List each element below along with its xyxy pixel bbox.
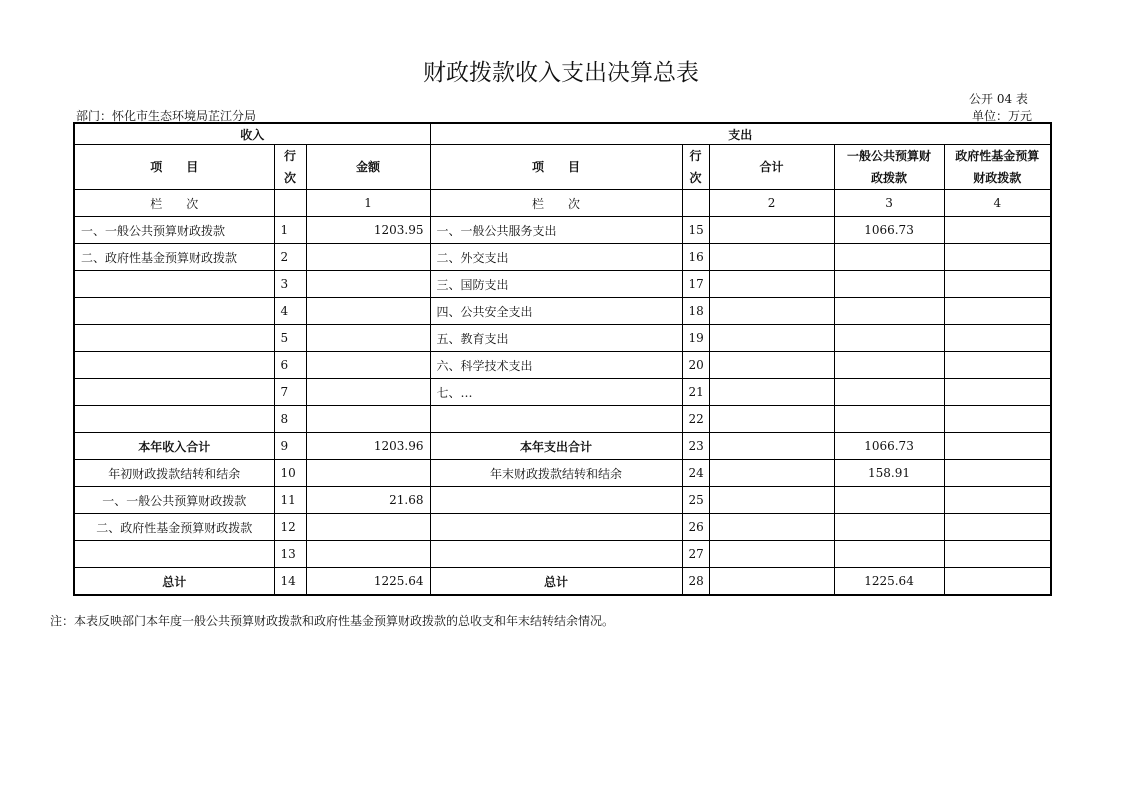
income-item-cell — [74, 352, 274, 379]
income-amount-header: 金额 — [306, 145, 430, 190]
expense-general-cell — [834, 271, 944, 298]
expense-total-cell — [709, 487, 834, 514]
expense-item-cell: 四、公共安全支出 — [430, 298, 682, 325]
table-row — [74, 406, 1051, 433]
income-item-cell — [74, 406, 274, 433]
budget-table — [73, 122, 1052, 596]
income-amount-cell — [306, 271, 430, 298]
expense-fund-cell — [944, 244, 1051, 271]
expense-row-no-cell: 24 — [682, 460, 709, 487]
expense-fund-cell — [944, 433, 1051, 460]
income-item-cell — [74, 271, 274, 298]
income-item-cell — [74, 379, 274, 406]
income-amount-cell — [306, 352, 430, 379]
expense-item-cell: 年末财政拨款结转和结余 — [430, 460, 682, 487]
income-row-no-cell: 4 — [274, 298, 306, 325]
expense-total-cell — [709, 568, 834, 596]
expense-row-no-cell: 28 — [682, 568, 709, 596]
expense-row-no-cell: 23 — [682, 433, 709, 460]
table-row — [74, 460, 1051, 487]
expense-general-cell — [834, 379, 944, 406]
income-amount-cell: 1203.96 — [306, 433, 430, 460]
expense-fund-header: 政府性基金预算财政拨款 — [944, 145, 1051, 190]
expense-total-cell — [709, 298, 834, 325]
expense-total-cell — [709, 406, 834, 433]
income-section-header: 收入 — [74, 123, 430, 145]
expense-total-cell — [709, 379, 834, 406]
expense-fund-cell — [944, 298, 1051, 325]
expense-index-no — [682, 190, 709, 217]
expense-item-cell: 一、一般公共服务支出 — [430, 217, 682, 244]
income-row-no-cell: 12 — [274, 514, 306, 541]
expense-general-cell — [834, 325, 944, 352]
income-item-cell — [74, 325, 274, 352]
table-row — [74, 298, 1051, 325]
expense-general-cell: 158.91 — [834, 460, 944, 487]
table-row — [74, 325, 1051, 352]
expense-total-cell — [709, 433, 834, 460]
expense-fund-cell — [944, 217, 1051, 244]
expense-item-cell: 二、外交支出 — [430, 244, 682, 271]
income-row-no-cell: 10 — [274, 460, 306, 487]
expense-general-cell — [834, 406, 944, 433]
income-row-no-header: 行次 — [274, 145, 306, 190]
department-label: 部门：怀化市生态环境局芷江分局 — [76, 109, 257, 123]
expense-row-no-cell: 21 — [682, 379, 709, 406]
expense-section-header: 支出 — [430, 123, 1051, 145]
income-amount-cell: 1225.64 — [306, 568, 430, 596]
income-row-no-cell: 1 — [274, 217, 306, 244]
expense-item-cell — [430, 487, 682, 514]
expense-fund-cell — [944, 379, 1051, 406]
expense-index-label: 栏 次 — [430, 190, 682, 217]
expense-fund-cell — [944, 460, 1051, 487]
expense-total-cell — [709, 352, 834, 379]
expense-fund-cell — [944, 514, 1051, 541]
expense-general-cell: 1066.73 — [834, 217, 944, 244]
table-row — [74, 487, 1051, 514]
income-item-cell — [74, 298, 274, 325]
expense-index-general: 3 — [834, 190, 944, 217]
expense-fund-cell — [944, 487, 1051, 514]
expense-row-no-cell: 19 — [682, 325, 709, 352]
expense-fund-cell — [944, 541, 1051, 568]
income-amount-cell — [306, 379, 430, 406]
expense-row-no-cell: 25 — [682, 487, 709, 514]
income-index-no — [274, 190, 306, 217]
expense-item-cell — [430, 406, 682, 433]
table-row — [74, 244, 1051, 271]
column-index-row — [74, 190, 1051, 217]
expense-row-no-cell: 15 — [682, 217, 709, 244]
income-item-cell: 一、一般公共预算财政拨款 — [74, 487, 274, 514]
expense-row-no-cell: 27 — [682, 541, 709, 568]
expense-item-cell: 三、国防支出 — [430, 271, 682, 298]
income-item-cell: 总计 — [74, 568, 274, 596]
expense-fund-cell — [944, 406, 1051, 433]
income-row-no-cell: 8 — [274, 406, 306, 433]
income-amount-cell: 1203.95 — [306, 217, 430, 244]
table-row — [74, 379, 1051, 406]
expense-fund-cell — [944, 352, 1051, 379]
income-item-cell: 年初财政拨款结转和结余 — [74, 460, 274, 487]
expense-index-fund: 4 — [944, 190, 1051, 217]
income-item-cell: 一、一般公共预算财政拨款 — [74, 217, 274, 244]
income-amount-cell — [306, 298, 430, 325]
form-code: 公开 04 表 — [969, 92, 1028, 106]
income-row-no-cell: 9 — [274, 433, 306, 460]
expense-general-header: 一般公共预算财政拨款 — [834, 145, 944, 190]
table-row — [74, 514, 1051, 541]
income-row-no-cell: 13 — [274, 541, 306, 568]
table-row — [74, 541, 1051, 568]
income-row-no-cell: 7 — [274, 379, 306, 406]
expense-row-no-cell: 18 — [682, 298, 709, 325]
expense-total-cell — [709, 244, 834, 271]
table-row — [74, 568, 1051, 596]
income-index-label: 栏 次 — [74, 190, 274, 217]
expense-item-cell: 总计 — [430, 568, 682, 596]
income-item-cell: 二、政府性基金预算财政拨款 — [74, 244, 274, 271]
income-index-amount: 1 — [306, 190, 430, 217]
expense-total-cell — [709, 325, 834, 352]
table-row — [74, 433, 1051, 460]
income-row-no-cell: 2 — [274, 244, 306, 271]
expense-item-cell: 七、… — [430, 379, 682, 406]
expense-item-cell: 本年支出合计 — [430, 433, 682, 460]
income-amount-cell — [306, 460, 430, 487]
expense-total-cell — [709, 271, 834, 298]
income-row-no-cell: 5 — [274, 325, 306, 352]
column-header-row — [74, 145, 1051, 190]
expense-item-cell — [430, 514, 682, 541]
income-amount-cell — [306, 514, 430, 541]
page-title: 财政拨款收入支出决算总表 — [423, 60, 699, 86]
income-item-cell: 本年收入合计 — [74, 433, 274, 460]
expense-total-cell — [709, 460, 834, 487]
income-amount-cell — [306, 325, 430, 352]
table-row — [74, 352, 1051, 379]
unit-label: 单位：万元 — [972, 109, 1033, 123]
income-item-cell — [74, 541, 274, 568]
expense-row-no-cell: 22 — [682, 406, 709, 433]
income-amount-cell — [306, 244, 430, 271]
expense-fund-cell — [944, 325, 1051, 352]
income-item-cell: 二、政府性基金预算财政拨款 — [74, 514, 274, 541]
expense-index-total: 2 — [709, 190, 834, 217]
table-row — [74, 217, 1051, 244]
expense-general-cell — [834, 244, 944, 271]
expense-general-cell — [834, 487, 944, 514]
expense-item-header: 项 目 — [430, 145, 682, 190]
section-header-row — [74, 123, 1051, 145]
income-row-no-cell: 3 — [274, 271, 306, 298]
expense-total-cell — [709, 541, 834, 568]
income-row-no-cell: 14 — [274, 568, 306, 596]
income-amount-cell — [306, 541, 430, 568]
income-amount-cell: 21.68 — [306, 487, 430, 514]
expense-general-cell: 1066.73 — [834, 433, 944, 460]
expense-row-no-cell: 20 — [682, 352, 709, 379]
expense-general-cell — [834, 514, 944, 541]
table-row — [74, 271, 1051, 298]
expense-total-header: 合计 — [709, 145, 834, 190]
expense-fund-cell — [944, 568, 1051, 596]
expense-general-cell — [834, 298, 944, 325]
expense-general-cell — [834, 541, 944, 568]
expense-general-cell — [834, 352, 944, 379]
expense-item-cell: 五、教育支出 — [430, 325, 682, 352]
expense-total-cell — [709, 217, 834, 244]
expense-general-cell: 1225.64 — [834, 568, 944, 596]
expense-row-no-cell: 17 — [682, 271, 709, 298]
expense-row-no-header: 行次 — [682, 145, 709, 190]
expense-row-no-cell: 16 — [682, 244, 709, 271]
expense-total-cell — [709, 514, 834, 541]
expense-item-cell: 六、科学技术支出 — [430, 352, 682, 379]
table-note: 注：本表反映部门本年度一般公共预算财政拨款和政府性基金预算财政拨款的总收支和年末结转结余情况。 — [50, 614, 615, 628]
income-row-no-cell: 6 — [274, 352, 306, 379]
income-amount-cell — [306, 406, 430, 433]
expense-item-cell — [430, 541, 682, 568]
income-item-header: 项 目 — [74, 145, 274, 190]
income-row-no-cell: 11 — [274, 487, 306, 514]
expense-row-no-cell: 26 — [682, 514, 709, 541]
expense-fund-cell — [944, 271, 1051, 298]
